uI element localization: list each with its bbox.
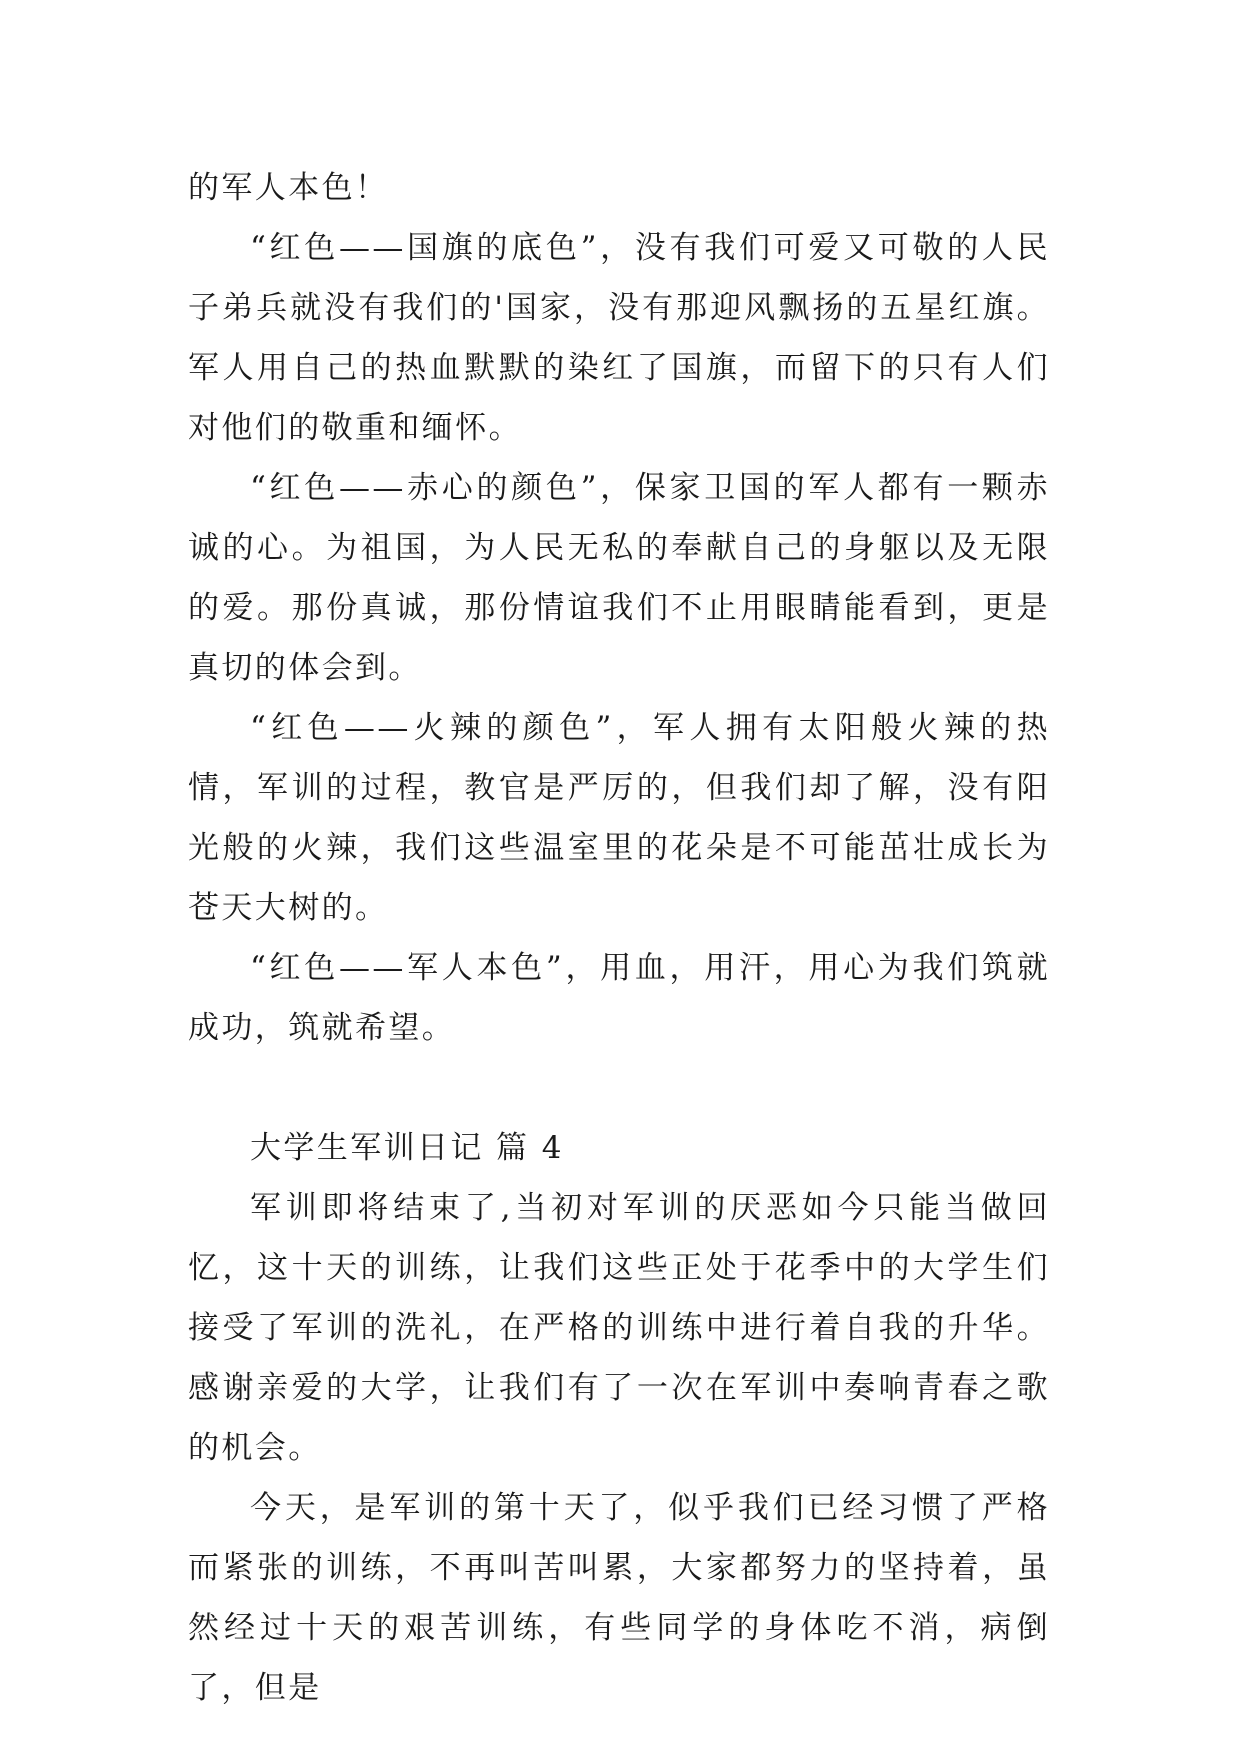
paragraph-fiery-color: “红色——火辣的颜色”，军人拥有太阳般火辣的热情，军训的过程，教官是严厉的，但我们却了解，没有阳光般的火辣，我们这些温室里的花朵是不可能茁壮成长为苍天大树的。 <box>188 710 1050 926</box>
paragraph-training-ending: 军训即将结束了,当初对军训的厌恶如今只能当做回忆，这十天的训练，让我们这些正处于花季中的大学生们接受了军训的洗礼，在严格的训练中进行着自我的升华。感谢亲爱的大学，让我们有了一次在军训中奏响青春之歌的机会。 <box>188 1190 1050 1466</box>
section-heading: 大学生军训日记 篇 4 <box>250 1130 564 1166</box>
paragraph-continuation: 的军人本色！ <box>188 170 389 206</box>
paragraph-soldier-color: “红色——军人本色”，用血，用汗，用心为我们筑就成功，筑就希望。 <box>188 950 1050 1046</box>
paragraph-flag-color: “红色——国旗的底色”，没有我们可爱又可敬的人民子弟兵就没有我们的'国家，没有那迎风飘扬的五星红旗。军人用自己的热血默默的染红了国旗，而留下的只有人们对他们的敬重和缅怀。 <box>188 230 1050 446</box>
paragraph-loyal-heart: “红色——赤心的颜色”，保家卫国的军人都有一颗赤诚的心。为祖国，为人民无私的奉献自己的身躯以及无限的爱。那份真诚，那份情谊我们不止用眼睛能看到，更是真切的体会到。 <box>188 470 1050 686</box>
paragraph-tenth-day: 今天，是军训的第十天了，似乎我们已经习惯了严格而紧张的训练，不再叫苦叫累，大家都努力的坚持着，虽然经过十天的艰苦训练，有些同学的身体吃不消，病倒了，但是 <box>188 1490 1050 1706</box>
document-body <box>188 158 1050 1718</box>
